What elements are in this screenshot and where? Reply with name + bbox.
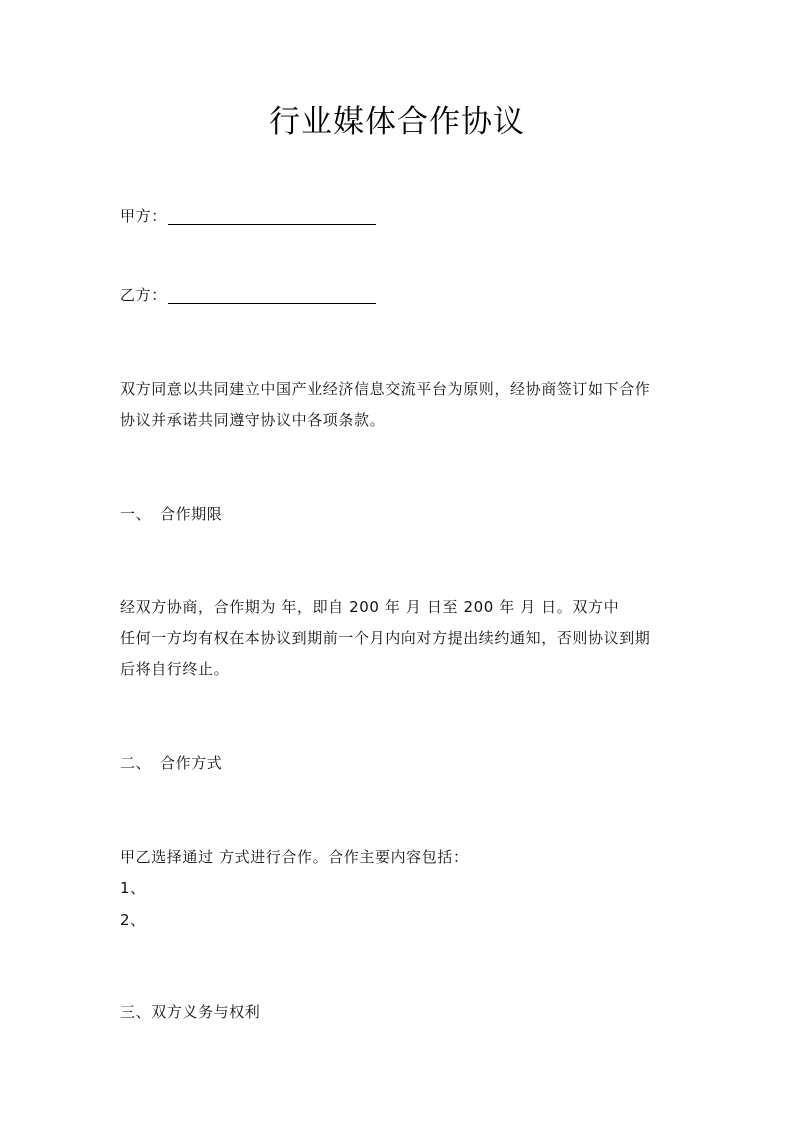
section2-title: 合作方式 <box>160 754 223 772</box>
section2-item-2: 2、 <box>120 911 146 929</box>
section2-number: 二、 <box>120 754 152 772</box>
section3-heading: 三、双方义务与权利 <box>120 1003 261 1021</box>
party-a-label: 甲方： <box>120 207 167 225</box>
section2-line-1: 甲乙选择通过 方式进行合作。合作主要内容包括： <box>120 848 469 866</box>
party-a-blank[interactable] <box>168 207 376 225</box>
section1-line-2: 任何一方均有权在本协议到期前一个月内向对方提出续约通知，否则协议到期 <box>120 629 651 647</box>
intro-line-2: 协议并承诺共同遵守协议中各项条款。 <box>120 411 386 429</box>
section1-number: 一、 <box>120 505 152 523</box>
party-b-label: 乙方： <box>120 286 167 304</box>
party-b-blank[interactable] <box>168 286 376 304</box>
document-title: 行业媒体合作协议 <box>269 104 525 140</box>
intro-line-1: 双方同意以共同建立中国产业经济信息交流平台为原则，经协商签订如下合作 <box>120 380 651 398</box>
party-b-line <box>120 286 376 304</box>
section1-heading <box>120 505 222 523</box>
section2-item-1: 1、 <box>120 879 146 897</box>
section2-heading <box>120 754 222 772</box>
section1-line-3: 后将自行终止。 <box>120 660 230 678</box>
section1-line-1: 经双方协商，合作期为 年，即自 200 年 月 日至 200 年 月 日。双方中 <box>120 598 620 616</box>
section1-title: 合作期限 <box>160 505 223 523</box>
party-a-line <box>120 207 376 225</box>
